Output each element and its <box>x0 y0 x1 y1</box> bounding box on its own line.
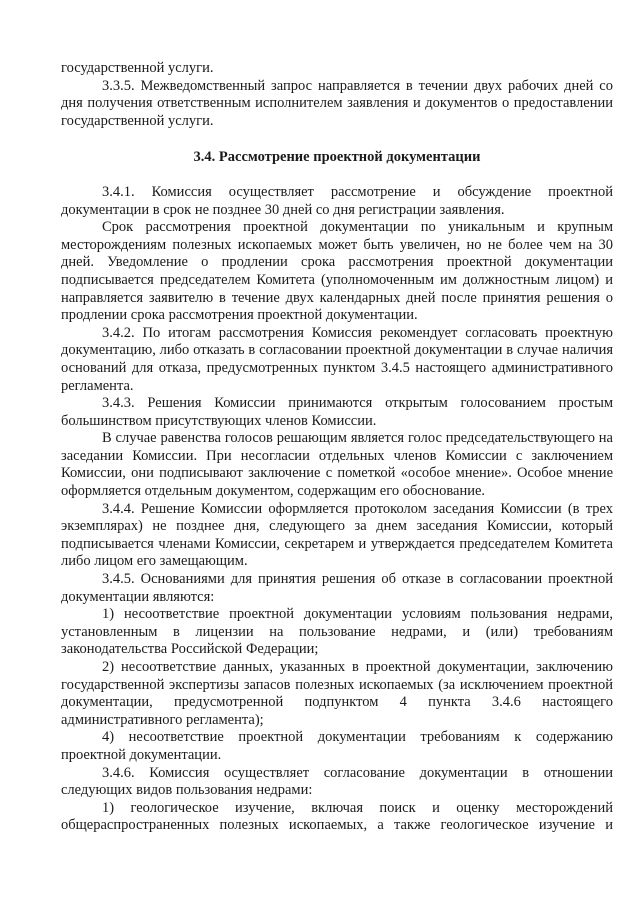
paragraph-3-4-5-item-4: 4) несоответствие проектной документации требованиям к содержанию проектной документации. <box>61 729 613 763</box>
paragraph-3-4-4: 3.4.4. Решение Комиссии оформляется протоколом заседания Комиссии (в трех экземплярах) не позднее дня, следующего за днем заседания Комиссии, который подписывается членами Комиссии, секретарем и утверждается председателем Комитета либо лицом его замещающим. <box>61 500 613 570</box>
document-page <box>61 60 613 835</box>
paragraph-3-4-6: 3.4.6. Комиссия осуществляет согласование документации в отношении следующих видов пользования недрами: <box>61 764 613 799</box>
paragraph-3-4-6-item-1: 1) геологическое изучение, включая поиск и оценку месторождений общераспространенных полезных ископаемых, а также геологическое изучение и <box>61 799 613 834</box>
paragraph-3-4-2: 3.4.2. По итогам рассмотрения Комиссия рекомендует согласовать проектную документацию, либо отказать в согласовании проектной документации в случае наличия оснований для отказа, предусмотренных пунктом 3.4.5 настоящего административного регламента. <box>61 324 613 394</box>
paragraph-continuation: государственной услуги. <box>61 60 214 76</box>
section-heading-3-4: 3.4. Рассмотрение проектной документации <box>193 149 481 166</box>
paragraph-3-4-1-extension: Срок рассмотрения проектной документации по уникальным и крупным месторождениям полезных ископаемых может быть увеличен, но не более чем на 30 дней. Уведомление о продлении срока рассмотрения проектной документации подписывается председателем Комитета (уполномоченным им должностным лицом) и направляется заявителю в течение двух календарных дней после принятия решения о продлении срока рассмотрения проектной документации. <box>61 219 613 324</box>
paragraph-3-4-3: 3.4.3. Решения Комиссии принимаются открытым голосованием простым большинством присутствующих членов Комиссии. <box>61 395 613 429</box>
paragraph-3-3-5: 3.3.5. Межведомственный запрос направляется в течении двух рабочих дней со дня получения ответственным исполнителем заявления и документов о предоставлении государственной услуги. <box>61 77 613 129</box>
paragraph-3-4-1: 3.4.1. Комиссия осуществляет рассмотрение и обсуждение проектной документации в срок не позднее 30 дней со дня регистрации заявления. <box>61 183 613 218</box>
paragraph-3-4-5-item-1: 1) несоответствие проектной документации условиям пользования недрами, установленным в лицензии на пользование недрами, и (или) требованиям законодательства Российской Федерации; <box>61 606 613 658</box>
paragraph-3-4-3-tie-vote: В случае равенства голосов решающим является голос председательствующего на заседании Комиссии. При несогласии отдельных членов Комиссии с заключением Комиссии, они подписывают заключение с пометкой «особое мнение». Особое мнение оформляется отдельным документом, содержащим его обоснование. <box>61 430 613 500</box>
paragraph-3-4-5-item-2: 2) несоответствие данных, указанных в проектной документации, заключению государственной экспертизы запасов полезных ископаемых (за исключением проектной документации, предусмотренной подпунктом 4 пункта 3.4.6 настоящего административного регламента); <box>61 659 613 728</box>
paragraph-3-4-5: 3.4.5. Основаниями для принятия решения об отказе в согласовании проектной документации являются: <box>61 571 613 605</box>
